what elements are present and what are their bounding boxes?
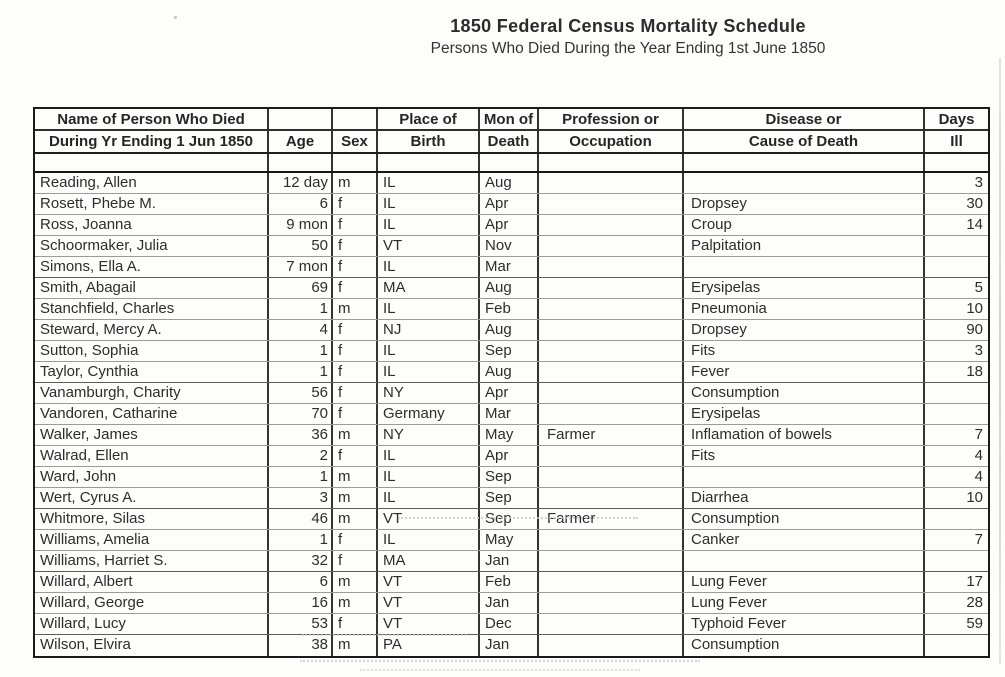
cell-birthplace: IL [378, 299, 480, 319]
cell-month-of-death: Feb [480, 299, 539, 319]
cell-disease: Erysipelas [684, 404, 925, 424]
cell-age: 50 [269, 236, 333, 256]
cell-days-ill [925, 257, 988, 277]
cell-age: 4 [269, 320, 333, 340]
cell-occupation [539, 278, 684, 298]
header-month-line2: Death [480, 131, 539, 152]
cell-days-ill: 5 [974, 279, 983, 296]
cell-disease: Lung Fever [684, 572, 925, 592]
cell-disease: Fits [684, 446, 925, 466]
cell-sex: f [333, 278, 378, 298]
cell-month-of-death: Sep [480, 509, 539, 529]
table-row [35, 614, 988, 635]
cell-name: Rosett, Phebe M. [35, 194, 269, 214]
cell-birthplace: VT [378, 593, 480, 613]
cell-sex: m [333, 173, 378, 193]
header-sex: Sex [333, 131, 378, 152]
cell-name: Ross, Joanna [35, 215, 269, 235]
cell-disease: Canker [684, 530, 925, 550]
cell-sex: m [333, 593, 378, 613]
cell-birthplace: IL [378, 488, 480, 508]
cell-birthplace: IL [378, 257, 480, 277]
table-row [35, 383, 988, 404]
cell-birthplace: VT [378, 572, 480, 592]
cell-occupation [539, 614, 684, 634]
cell-age: 32 [269, 551, 333, 571]
cell-birthplace: IL [378, 446, 480, 466]
table-header-row-1 [35, 109, 988, 131]
cell-sex: f [333, 383, 378, 403]
table-row [35, 362, 988, 383]
cell-disease: Lung Fever [684, 593, 925, 613]
cell-birthplace: MA [378, 278, 480, 298]
header-days-line2: Ill [950, 133, 963, 150]
cell-days-ill: 7 [974, 426, 983, 443]
cell-disease [684, 257, 925, 277]
scan-artifact [174, 16, 177, 19]
cell-month-of-death: Dec [480, 614, 539, 634]
cell-sex: f [333, 194, 378, 214]
cell-name: Schoormaker, Julia [35, 236, 269, 256]
header-disease-line1: Disease or [684, 109, 925, 129]
cell-sex: m [333, 467, 378, 487]
cell-days-ill: 3 [974, 174, 983, 191]
cell-age: 56 [269, 383, 333, 403]
cell-disease: Dropsey [684, 194, 925, 214]
cell-birthplace: VT [378, 509, 480, 529]
cell-occupation [539, 383, 684, 403]
cell-name: Walker, James [35, 425, 269, 445]
header-sex-spacer [333, 109, 378, 129]
table-row [35, 278, 988, 299]
cell-birthplace: NJ [378, 320, 480, 340]
table-row [35, 320, 988, 341]
cell-disease: Typhoid Fever [684, 614, 925, 634]
cell-age: 7 mon [269, 257, 333, 277]
table-row [35, 299, 988, 320]
table-body [35, 173, 988, 656]
cell-sex: f [333, 614, 378, 634]
cell-occupation [539, 635, 684, 656]
cell-sex: f [333, 362, 378, 382]
table-row [35, 425, 988, 446]
cell-occupation [539, 467, 684, 487]
cell-occupation [539, 530, 684, 550]
cell-name: Vandoren, Catharine [35, 404, 269, 424]
header-birth-line2: Birth [378, 131, 480, 152]
cell-birthplace: IL [378, 362, 480, 382]
header-disease-line2: Cause of Death [684, 131, 925, 152]
cell-month-of-death: Mar [480, 404, 539, 424]
document-title: 1850 Federal Census Mortality Schedule [450, 16, 806, 36]
cell-birthplace: VT [378, 236, 480, 256]
cell-birthplace: Germany [378, 404, 480, 424]
cell-month-of-death: Aug [480, 173, 539, 193]
cell-sex: f [333, 446, 378, 466]
cell-days-ill: 10 [966, 300, 983, 317]
cell-birthplace: VT [378, 614, 480, 634]
spacer-cell [35, 154, 269, 171]
cell-birthplace: MA [378, 551, 480, 571]
cell-month-of-death: Feb [480, 572, 539, 592]
spacer-cell [925, 154, 988, 171]
cell-days-ill: 14 [966, 216, 983, 233]
header-occupation-line2: Occupation [539, 131, 684, 152]
cell-name: Stanchfield, Charles [35, 299, 269, 319]
cell-age: 46 [269, 509, 333, 529]
spacer-cell [269, 154, 333, 171]
cell-birthplace: NY [378, 425, 480, 445]
table-header-spacer-row [35, 154, 988, 173]
cell-birthplace: PA [378, 635, 480, 656]
cell-month-of-death: Sep [480, 341, 539, 361]
cell-month-of-death: Mar [480, 257, 539, 277]
cell-disease: Fits [684, 341, 925, 361]
cell-birthplace: IL [378, 173, 480, 193]
cell-disease: Croup [684, 215, 925, 235]
cell-age: 16 [269, 593, 333, 613]
cell-birthplace: IL [378, 215, 480, 235]
cell-occupation [539, 341, 684, 361]
cell-name: Taylor, Cynthia [35, 362, 269, 382]
header-days-line1: Days [938, 111, 975, 128]
spacer-cell [378, 154, 480, 171]
cell-days-ill: 17 [966, 573, 983, 590]
cell-disease: Consumption [684, 635, 925, 656]
cell-occupation [539, 488, 684, 508]
cell-age: 70 [269, 404, 333, 424]
cell-month-of-death: Aug [480, 362, 539, 382]
cell-days-ill: 4 [974, 468, 983, 485]
cell-disease [684, 551, 925, 571]
cell-sex: m [333, 299, 378, 319]
cell-sex: f [333, 257, 378, 277]
header-age-spacer [269, 109, 333, 129]
cell-days-ill: 10 [966, 489, 983, 506]
header-age: Age [269, 131, 333, 152]
table-row [35, 446, 988, 467]
cell-name: Willard, George [35, 593, 269, 613]
cell-days-ill [925, 551, 988, 571]
cell-disease: Inflamation of bowels [684, 425, 925, 445]
cell-occupation [539, 257, 684, 277]
spacer-cell [684, 154, 925, 171]
cell-month-of-death: Apr [480, 194, 539, 214]
cell-occupation [539, 572, 684, 592]
cell-days-ill: 18 [966, 363, 983, 380]
cell-name: Sutton, Sophia [35, 341, 269, 361]
cell-days-ill: 59 [966, 615, 983, 632]
table-row [35, 194, 988, 215]
cell-disease: Consumption [684, 383, 925, 403]
cell-sex: f [333, 236, 378, 256]
cell-days-ill: 30 [966, 195, 983, 212]
cell-name: Walrad, Ellen [35, 446, 269, 466]
cell-month-of-death: Nov [480, 236, 539, 256]
cell-sex: f [333, 404, 378, 424]
document-heading [250, 16, 1005, 58]
cell-name: Reading, Allen [35, 173, 269, 193]
cell-name: Simons, Ella A. [35, 257, 269, 277]
cell-days-ill [925, 635, 988, 656]
table-row [35, 341, 988, 362]
cell-name: Whitmore, Silas [35, 509, 269, 529]
cell-sex: f [333, 320, 378, 340]
cell-month-of-death: Sep [480, 467, 539, 487]
cell-sex: m [333, 509, 378, 529]
cell-age: 3 [269, 488, 333, 508]
cell-age: 12 day [269, 173, 333, 193]
cell-days-ill: 7 [974, 531, 983, 548]
cell-occupation: Farmer [539, 509, 684, 529]
cell-age: 53 [269, 614, 333, 634]
cell-occupation [539, 299, 684, 319]
table-row [35, 530, 988, 551]
cell-sex: f [333, 551, 378, 571]
cell-age: 6 [269, 194, 333, 214]
cell-occupation [539, 593, 684, 613]
spacer-cell [333, 154, 378, 171]
header-name-line2: During Yr Ending 1 Jun 1850 [35, 131, 269, 152]
cell-disease: Consumption [684, 509, 925, 529]
cell-occupation [539, 446, 684, 466]
cell-name: Willard, Lucy [35, 614, 269, 634]
cell-name: Wilson, Elvira [35, 635, 269, 656]
table-row [35, 257, 988, 278]
cell-age: 1 [269, 299, 333, 319]
cell-month-of-death: Apr [480, 383, 539, 403]
document-subtitle: Persons Who Died During the Year Ending 1st June 1850 [430, 40, 826, 57]
cell-month-of-death: Aug [480, 320, 539, 340]
cell-birthplace: IL [378, 194, 480, 214]
cell-age: 9 mon [269, 215, 333, 235]
table-row [35, 467, 988, 488]
cell-sex: m [333, 635, 378, 656]
cell-occupation [539, 362, 684, 382]
cell-month-of-death: Aug [480, 278, 539, 298]
cell-age: 1 [269, 530, 333, 550]
cell-occupation [539, 173, 684, 193]
cell-age: 69 [269, 278, 333, 298]
cell-sex: m [333, 488, 378, 508]
header-name-line1: Name of Person Who Died [35, 109, 269, 129]
table-row [35, 509, 988, 530]
cell-disease: Palpitation [684, 236, 925, 256]
cell-occupation [539, 194, 684, 214]
cell-occupation [539, 551, 684, 571]
cell-month-of-death: Jan [480, 635, 539, 656]
cell-age: 38 [269, 635, 333, 656]
spacer-cell [480, 154, 539, 171]
cell-birthplace: NY [378, 383, 480, 403]
cell-age: 1 [269, 341, 333, 361]
cell-birthplace: IL [378, 467, 480, 487]
cell-birthplace: IL [378, 341, 480, 361]
table-row [35, 173, 988, 194]
cell-disease: Diarrhea [684, 488, 925, 508]
cell-name: Williams, Harriet S. [35, 551, 269, 571]
cell-disease: Fever [684, 362, 925, 382]
table-row [35, 551, 988, 572]
cell-days-ill: 3 [974, 342, 983, 359]
table-header-row-2 [35, 131, 988, 154]
cell-month-of-death: Jan [480, 551, 539, 571]
cell-disease: Erysipelas [684, 278, 925, 298]
table-row [35, 635, 988, 656]
scan-edge-streak [999, 58, 1001, 664]
table-row [35, 215, 988, 236]
cell-month-of-death: May [480, 530, 539, 550]
header-occupation-line1: Profession or [539, 109, 684, 129]
table-row [35, 404, 988, 425]
cell-name: Williams, Amelia [35, 530, 269, 550]
cell-month-of-death: May [480, 425, 539, 445]
cell-occupation: Farmer [539, 425, 684, 445]
table-row [35, 572, 988, 593]
cell-days-ill: 28 [966, 594, 983, 611]
cell-name: Steward, Mercy A. [35, 320, 269, 340]
cell-age: 36 [269, 425, 333, 445]
cell-sex: m [333, 572, 378, 592]
cell-days-ill: 90 [966, 321, 983, 338]
cell-name: Wert, Cyrus A. [35, 488, 269, 508]
scan-artifact [300, 660, 700, 662]
cell-month-of-death: Apr [480, 215, 539, 235]
cell-birthplace: IL [378, 530, 480, 550]
cell-days-ill [925, 509, 988, 529]
cell-days-ill [925, 236, 988, 256]
cell-occupation [539, 320, 684, 340]
cell-name: Ward, John [35, 467, 269, 487]
cell-occupation [539, 215, 684, 235]
cell-days-ill [925, 383, 988, 403]
cell-days-ill: 4 [974, 447, 983, 464]
cell-disease [684, 467, 925, 487]
cell-name: Smith, Abagail [35, 278, 269, 298]
cell-age: 6 [269, 572, 333, 592]
cell-occupation [539, 236, 684, 256]
cell-month-of-death: Sep [480, 488, 539, 508]
cell-month-of-death: Apr [480, 446, 539, 466]
cell-days-ill [925, 404, 988, 424]
spacer-cell [539, 154, 684, 171]
cell-occupation [539, 404, 684, 424]
cell-age: 1 [269, 467, 333, 487]
cell-age: 1 [269, 362, 333, 382]
mortality-table [33, 107, 990, 658]
cell-sex: f [333, 341, 378, 361]
cell-name: Willard, Albert [35, 572, 269, 592]
cell-sex: f [333, 215, 378, 235]
scan-artifact [360, 669, 640, 671]
table-row [35, 488, 988, 509]
table-row [35, 593, 988, 614]
cell-disease [684, 173, 925, 193]
cell-disease: Pneumonia [684, 299, 925, 319]
cell-sex: f [333, 530, 378, 550]
cell-age: 2 [269, 446, 333, 466]
cell-month-of-death: Jan [480, 593, 539, 613]
cell-sex: m [333, 425, 378, 445]
header-month-line1: Mon of [480, 109, 539, 129]
cell-disease: Dropsey [684, 320, 925, 340]
table-row [35, 236, 988, 257]
header-birth-line1: Place of [378, 109, 480, 129]
cell-name: Vanamburgh, Charity [35, 383, 269, 403]
